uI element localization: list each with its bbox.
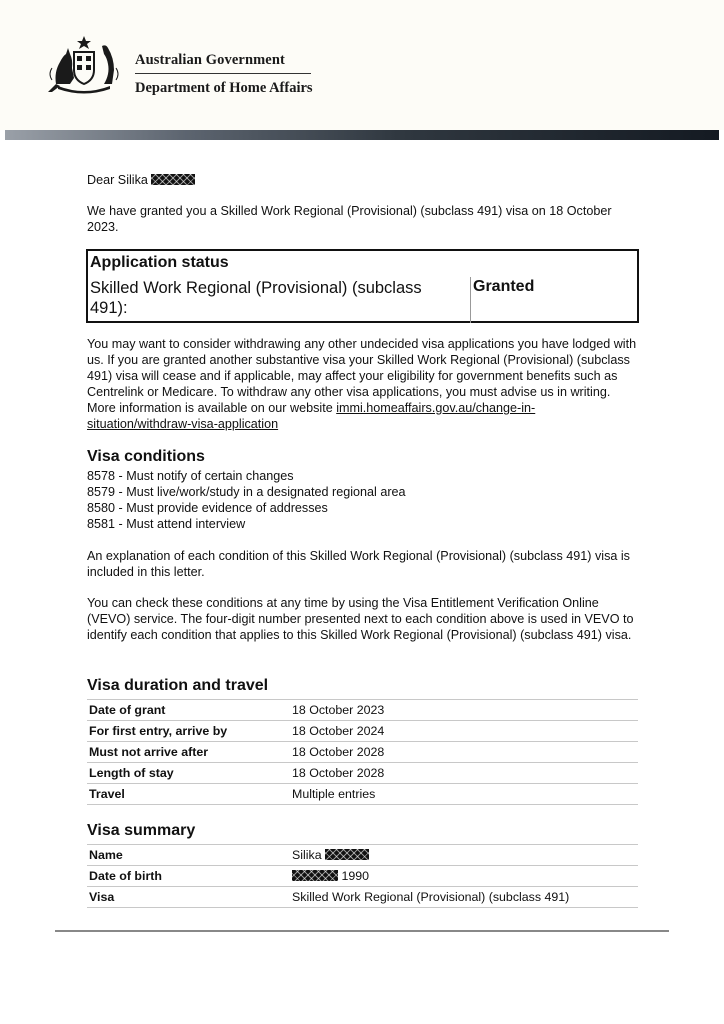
row-value-cell <box>290 866 638 887</box>
condition-item: 8579 - Must live/work/study in a designated regional area <box>87 485 406 499</box>
row-label: Date of grant <box>87 700 290 721</box>
application-status-value: Granted <box>473 278 535 295</box>
withdraw-notice <box>87 336 637 432</box>
vevo-text: You can check these conditions at any time by using the Visa Entitlement Verification Online (VEVO) service. The four-digit number presented next to each condition above is used in VEVO to identify each condition that applies to this Skilled Work Regional (Provisional) (subclass 491) visa. <box>87 596 634 642</box>
row-value: 1990 <box>341 869 370 883</box>
withdraw-notice-text: You may want to consider withdrawing any other undecided visa applications you have lodged with us. If you are granted another substantive visa your Skilled Work Regional (Provisional) (subclass 491) visa will cease and if applicable, may affect your eligibility for government benefits such as Centrelink or Medicare. To withdraw any other visa applications, you must advise us in writing. More information is available on our website <box>87 337 637 415</box>
conditions-explanation: An explanation of each condition of this Skilled Work Regional (Provisional) (subclass 491) visa is included in this letter. <box>87 549 630 579</box>
table-row <box>87 700 638 721</box>
application-status-visa: Skilled Work Regional (Provisional) (subclass 491): <box>90 279 422 317</box>
department-title: Department of Home Affairs <box>135 80 313 96</box>
row-label: Date of birth <box>87 866 290 887</box>
row-value: Skilled Work Regional (Provisional) (subclass 491) <box>290 887 638 908</box>
application-status-heading: Application status <box>90 254 229 271</box>
government-title: Australian Government <box>135 52 285 68</box>
visa-conditions-heading: Visa conditions <box>87 448 205 465</box>
condition-item: 8580 - Must provide evidence of addresses <box>87 501 328 515</box>
condition-item: 8578 - Must notify of certain changes <box>87 469 294 483</box>
row-label: Length of stay <box>87 763 290 784</box>
redacted-surname <box>325 849 369 860</box>
header-divider <box>135 73 311 74</box>
table-row <box>87 866 638 887</box>
application-status-box <box>86 249 639 323</box>
table-row <box>87 845 638 866</box>
intro-text: We have granted you a Skilled Work Regional (Provisional) (subclass 491) visa on 18 October 2023. <box>87 204 612 234</box>
letterhead <box>0 0 724 130</box>
withdraw-application-link[interactable]: immi.homeaffairs.gov.au/change-in-situation/withdraw-visa-application <box>87 401 536 431</box>
table-row <box>87 784 638 805</box>
table-row <box>87 742 638 763</box>
row-label: Travel <box>87 784 290 805</box>
row-value: 18 October 2028 <box>290 763 638 784</box>
row-label: For first entry, arrive by <box>87 721 290 742</box>
row-label: Visa <box>87 887 290 908</box>
visa-conditions-list <box>87 468 587 532</box>
redacted-birthdate <box>292 870 338 881</box>
visa-duration-table <box>87 699 638 805</box>
row-value: 18 October 2023 <box>290 700 638 721</box>
visa-summary-heading: Visa summary <box>87 822 196 839</box>
row-label: Must not arrive after <box>87 742 290 763</box>
row-value: 18 October 2024 <box>290 721 638 742</box>
redacted-surname <box>151 174 195 185</box>
table-row <box>87 887 638 908</box>
visa-summary-table <box>87 844 638 908</box>
visa-duration-heading: Visa duration and travel <box>87 677 269 694</box>
greeting <box>87 172 637 188</box>
row-value: Silika <box>292 848 322 862</box>
row-value-cell <box>290 845 638 866</box>
table-row <box>87 721 638 742</box>
row-value: 18 October 2028 <box>290 742 638 763</box>
footer-divider <box>55 930 669 932</box>
row-value: Multiple entries <box>290 784 638 805</box>
table-row <box>87 763 638 784</box>
greeting-text: Dear Silika <box>87 173 148 187</box>
header-band <box>5 130 719 140</box>
row-label: Name <box>87 845 290 866</box>
coat-of-arms-icon <box>44 34 124 98</box>
status-divider <box>470 277 471 323</box>
condition-item: 8581 - Must attend interview <box>87 517 246 531</box>
